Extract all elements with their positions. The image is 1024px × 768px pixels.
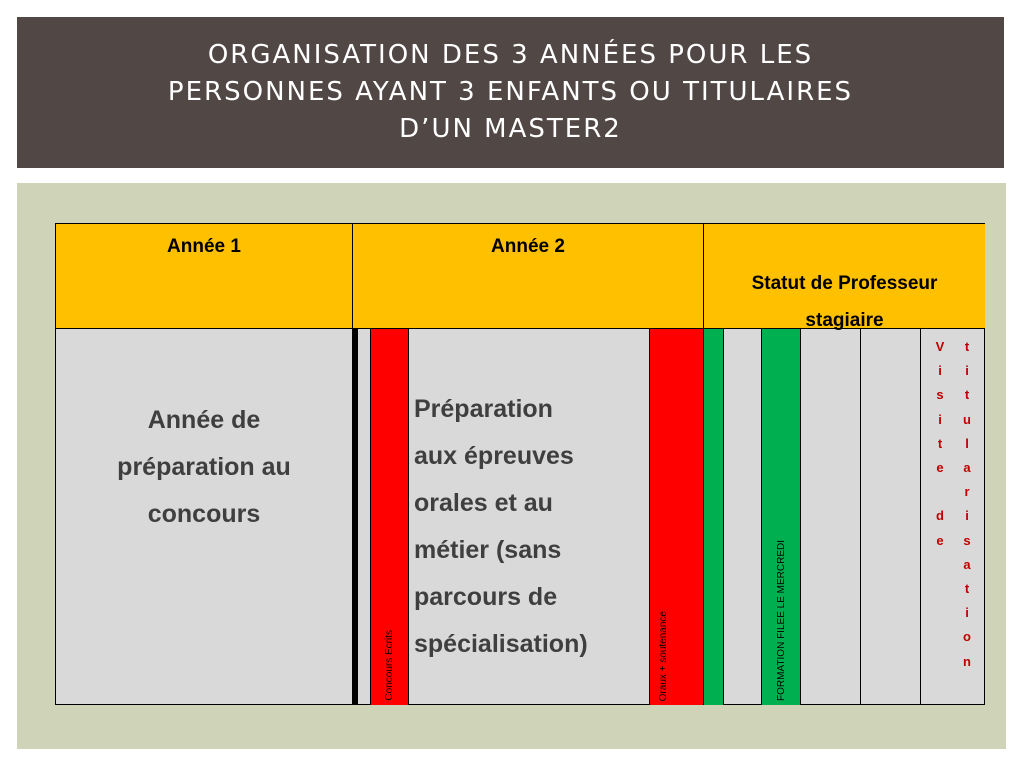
page-title: ORGANISATION DES 3 ANNÉES POUR LES PERSONNES AYANT 3 ENFANTS OU TITULAIRES D’UN MASTER2 [167,40,854,144]
title-bar [17,17,1004,168]
thick-divider [353,329,371,705]
oraux-cell [650,329,704,705]
visite-letters: V i s i t e d e [935,339,945,548]
header-annee-2 [353,224,704,329]
annee-1-text: Année de préparation au concours [117,406,291,528]
organisation-table [55,223,985,705]
concours-ecrits-label: Concours Ecrits [384,630,395,701]
empty-cell-1 [724,329,762,705]
formation-cell [762,329,801,705]
concours-ecrits-cell [371,329,409,705]
annee-1-cell [56,329,353,705]
empty-cell-2 [801,329,861,705]
header-annee-1-label: Année 1 [167,236,241,257]
annee-2-cell [409,329,650,705]
formation-label: FORMATION FILEE LE MERCREDI [775,540,787,701]
header-statut-label: Statut de Professeur stagiaire [751,273,938,331]
header-statut [704,224,985,329]
header-annee-2-label: Année 2 [491,236,565,257]
visite-titularisation-cell [921,329,985,705]
empty-cell-3 [861,329,921,705]
header-annee-1 [56,224,353,329]
oraux-label: Oraux + soutenance [658,610,669,701]
green-stripe-cell [704,329,724,705]
titularisation-letters: t i t u l a r i s a t i o n [963,339,971,669]
annee-2-text: Préparation aux épreuves orales et au métier (sans parcours de spécialisation) [414,395,588,658]
